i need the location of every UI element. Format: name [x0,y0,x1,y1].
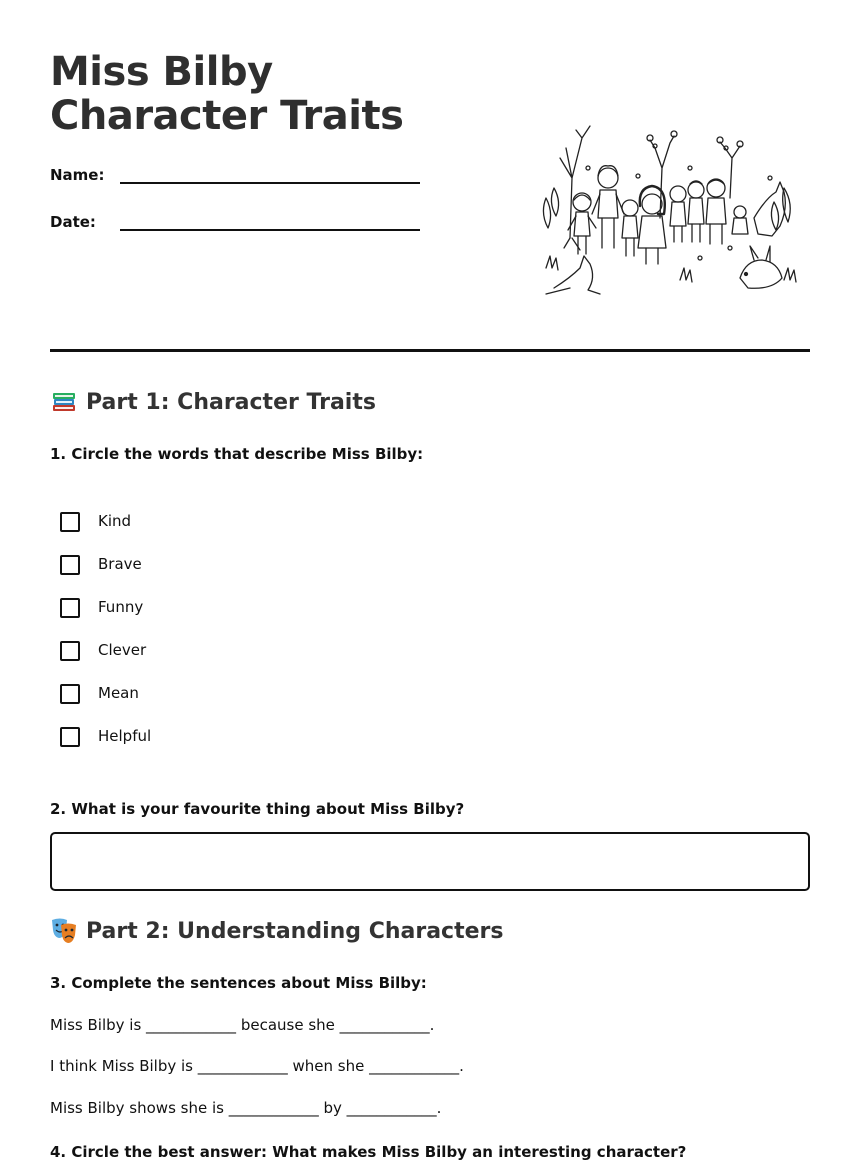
trait-checkbox[interactable] [60,641,80,661]
date-input-line[interactable] [120,229,420,231]
children-animals-illustration [540,118,802,302]
books-icon [50,387,78,415]
question-2: 2. What is your favourite thing about Miss Bilby? [50,800,465,818]
trait-checkbox[interactable] [60,555,80,575]
trait-checkbox[interactable] [60,512,80,532]
trait-checkbox[interactable] [60,598,80,618]
page-title: Miss Bilby Character Traits [50,49,404,139]
sentence-2: I think Miss Bilby is ____________ when she ____________. [50,1057,464,1075]
part1-heading-text: Part 1: Character Traits [86,390,376,415]
theater-masks-icon [50,916,78,944]
part1-heading [50,387,376,419]
part2-heading-text: Part 2: Understanding Characters [86,919,504,944]
header-divider [50,349,810,352]
question-1: 1. Circle the words that describe Miss Bilby: [50,445,424,463]
question-3: 3. Complete the sentences about Miss Bilby: [50,974,427,992]
trait-checkbox[interactable] [60,684,80,704]
trait-label: Mean [98,684,139,702]
trait-label: Brave [98,555,142,573]
name-field-row [50,166,430,196]
trait-label: Kind [98,512,132,530]
trait-checkbox[interactable] [60,727,80,747]
name-input-line[interactable] [120,182,420,184]
sentence-1: Miss Bilby is ____________ because she ____________. [50,1016,435,1034]
sentence-3: Miss Bilby shows she is ____________ by ____________. [50,1099,442,1117]
trait-label: Helpful [98,727,152,745]
trait-label: Funny [98,598,144,616]
date-label: Date: [50,213,96,231]
favourite-thing-answer-box[interactable] [50,832,810,891]
name-label: Name: [50,166,105,184]
date-field-row [50,213,430,243]
part2-heading [50,916,503,948]
trait-label: Clever [98,641,147,659]
question-4: 4. Circle the best answer: What makes Miss Bilby an interesting character? [50,1143,687,1161]
